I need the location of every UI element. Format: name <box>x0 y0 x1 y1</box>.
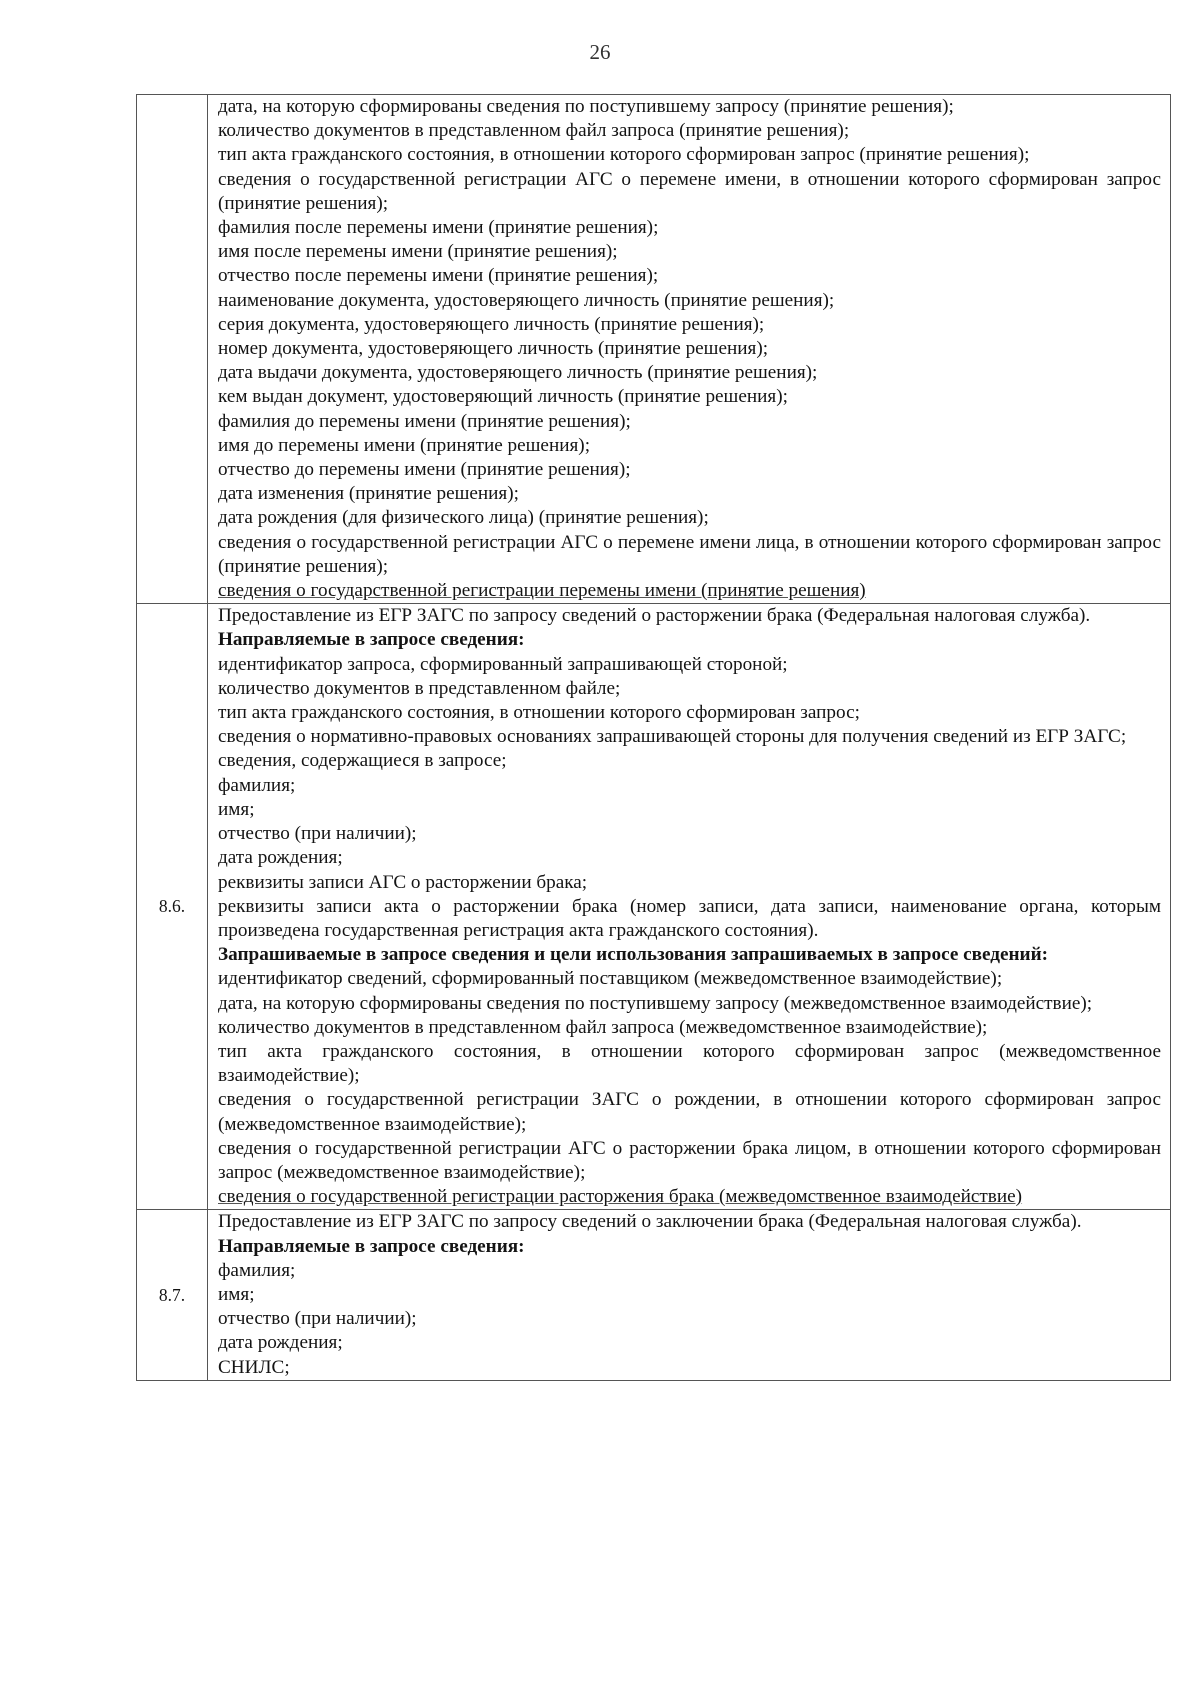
list-item: дата изменения (принятие решения); <box>218 483 519 505</box>
row-content-cell <box>208 1210 1171 1380</box>
list-item: сведения о государственной регистрации ЗАГС о рождении, в отношении которого сформирован запрос (межведомственное взаимодействие); <box>218 1089 1161 1135</box>
list-item: Предоставление из ЕГР ЗАГС по запросу сведений о расторжении брака (Федеральная налоговая служба). <box>218 605 1091 627</box>
page-number: 26 <box>589 40 611 64</box>
row-content-cell <box>208 95 1171 604</box>
table-row <box>137 604 1171 1210</box>
list-item: дата рождения; <box>218 847 343 869</box>
list-item: имя; <box>218 1283 255 1305</box>
list-item: дата, на которую сформированы сведения по поступившему запросу (межведомственное взаимодействие); <box>218 992 1093 1014</box>
section-heading: Запрашиваемые в запросе сведения и цели использования запрашиваемых в запросе сведений: <box>218 944 1049 966</box>
list-item: тип акта гражданского состояния, в отношении которого сформирован запрос (принятие решения); <box>218 144 1030 166</box>
list-item: наименование документа, удостоверяющего личность (принятие решения); <box>218 289 835 311</box>
list-item: сведения о государственной регистрации расторжения брака (межведомственное взаимодействие) <box>218 1186 1023 1208</box>
list-item: сведения о государственной регистрации АГС о расторжении брака лицом, в отношении которого сформирован запрос (межведомственное взаимодействие); <box>218 1137 1161 1183</box>
list-item: дата рождения; <box>218 1332 343 1354</box>
list-item: отчество (при наличии); <box>218 1308 417 1330</box>
list-item: имя до перемены имени (принятие решения); <box>218 434 591 456</box>
list-item: реквизиты записи акта о расторжении брака (номер записи, дата записи, наименование органа, которым произведена государственная регистрация акта гражданского состояния). <box>218 895 1161 941</box>
list-item: сведения о государственной регистрации АГС о перемене имени лица, в отношении которого сформирован запрос (принятие решения); <box>218 531 1161 577</box>
list-item: сведения о нормативно-правовых основаниях запрашивающей стороны для получения сведений из ЕГР ЗАГС; <box>218 726 1127 748</box>
section-heading: Направляемые в запросе сведения: <box>218 1235 525 1257</box>
list-item: кем выдан документ, удостоверяющий личность (принятие решения); <box>218 386 788 408</box>
list-item: тип акта гражданского состояния, в отношении которого сформирован запрос (межведомственное взаимодействие); <box>218 1040 1161 1087</box>
table-row <box>137 1210 1171 1380</box>
list-item: фамилия; <box>218 1259 296 1281</box>
list-item: сведения о государственной регистрации АГС о перемене имени, в отношении которого сформирован запрос (принятие решения); <box>218 168 1161 214</box>
list-item: дата рождения (для физического лица) (принятие решения); <box>218 507 709 529</box>
list-item: отчество до перемены имени (принятие решения); <box>218 459 631 481</box>
list-item: отчество после перемены имени (принятие решения); <box>218 265 659 287</box>
list-item: фамилия после перемены имени (принятие решения); <box>218 217 659 239</box>
document-table <box>136 94 1171 1381</box>
table-row <box>137 95 1171 604</box>
row-number-cell: 8.6. <box>137 604 208 1210</box>
row-number-cell: 8.7. <box>137 1210 208 1380</box>
list-item: фамилия; <box>218 774 296 796</box>
list-item: номер документа, удостоверяющего личность (принятие решения); <box>218 338 769 360</box>
list-item: реквизиты записи АГС о расторжении брака; <box>218 871 588 893</box>
list-item: идентификатор сведений, сформированный поставщиком (межведомственное взаимодействие); <box>218 968 1003 990</box>
list-item: тип акта гражданского состояния, в отношении которого сформирован запрос; <box>218 702 860 724</box>
section-heading: Направляемые в запросе сведения: <box>218 629 525 651</box>
list-item: сведения о государственной регистрации перемены имени (принятие решения) <box>218 580 866 602</box>
list-item: дата выдачи документа, удостоверяющего личность (принятие решения); <box>218 362 818 384</box>
row-number-cell <box>137 95 208 604</box>
table-body <box>137 95 1171 1381</box>
list-item: имя после перемены имени (принятие решения); <box>218 241 618 263</box>
list-item: сведения, содержащиеся в запросе; <box>218 750 507 772</box>
list-item: фамилия до перемены имени (принятие решения); <box>218 410 631 432</box>
list-item: идентификатор запроса, сформированный запрашивающей стороной; <box>218 653 788 675</box>
list-item: СНИЛС; <box>218 1356 290 1378</box>
list-item: количество документов в представленном файле; <box>218 677 621 699</box>
list-item: количество документов в представленном файл запроса (межведомственное взаимодействие); <box>218 1016 988 1038</box>
list-item: количество документов в представленном файл запроса (принятие решения); <box>218 120 850 142</box>
list-item: Предоставление из ЕГР ЗАГС по запросу сведений о заключении брака (Федеральная налоговая служба). <box>218 1211 1082 1233</box>
list-item: серия документа, удостоверяющего личность (принятие решения); <box>218 313 765 335</box>
list-item: отчество (при наличии); <box>218 823 417 845</box>
list-item: имя; <box>218 798 255 820</box>
row-content-cell <box>208 604 1171 1210</box>
list-item: дата, на которую сформированы сведения по поступившему запросу (принятие решения); <box>218 96 954 117</box>
